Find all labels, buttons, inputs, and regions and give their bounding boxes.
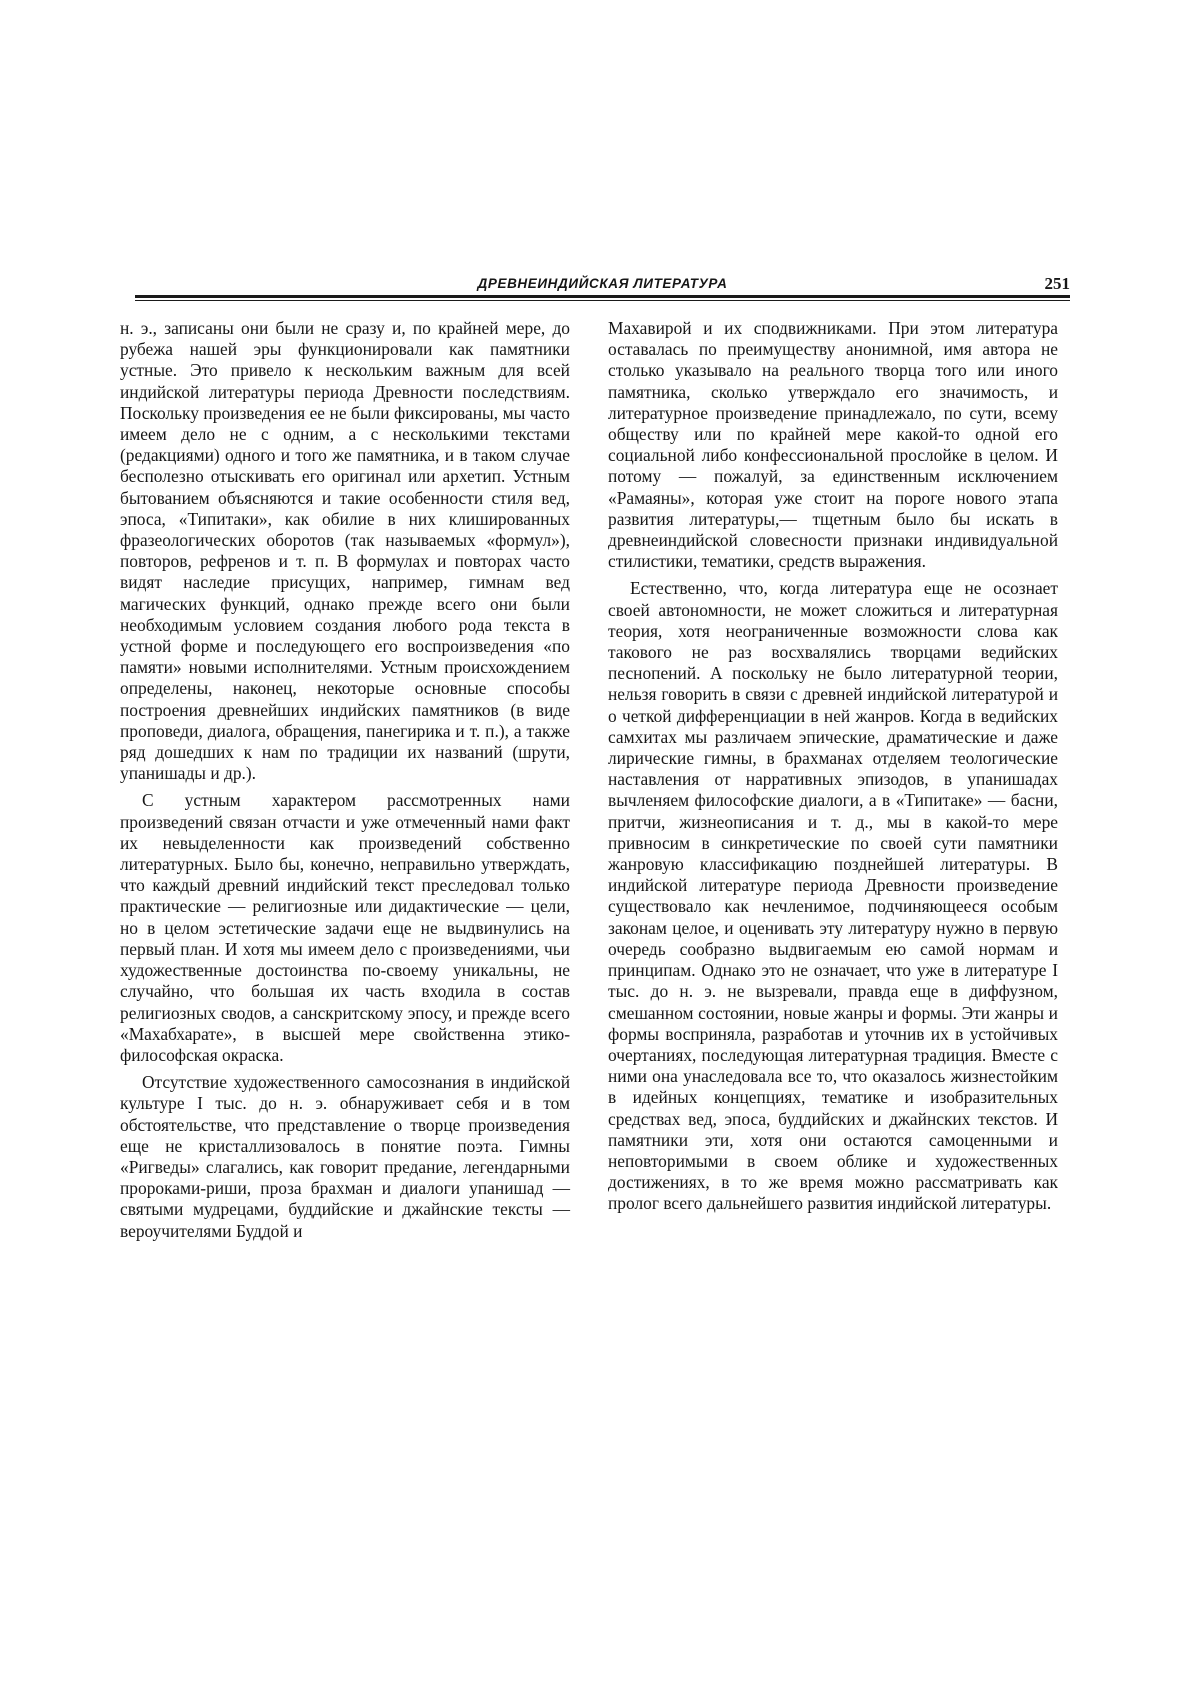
header-rule-thick — [135, 295, 1070, 298]
paragraph-literary-theory: Естественно, что, когда литература еще не осознает своей автономности, не может сложиться и литературная теория, хотя неограниченные возможности слова как такового не раз восхвалялись творцами ведийских песнопений. А поскольку не было литературной теории, нельзя говорить в связи с древней индийской литературой и о четкой дифференциации в ней жанров. Когда в ведийских самхитах мы различаем эпические, драматические и даже лирические гимны, в брахманах отделяем теологические наставления от нарративных эпизодов, в упанишадах вычленяем философские диалоги, а в «Типитаке» — басни, притчи, жизнеописания и т. д., мы в какой-то мере привносим в синкретические по своей сути памятники жанровую классификацию позднейшей литературы. В индийской литературе периода Древности произведение существовало как нечленимое, подчиняющееся особым законам целое, и оценивать эту литературу нужно в первую очередь сообразно выдвигаемым ею самой нормам и принципам. Однако это не означает, что уже в литературе I тыс. до н. э. не вызревали, правда еще в диффузном, смешанном состоянии, новые жанры и формы. Эти жанры и формы восприняла, разработав и уточнив их в устойчивых очертаниях, последующая литературная традиция. Вместе с ними она унаследовала все то, что оказалось жизнестойким в идейных концепциях, тематике и изобразительных средствах вед, эпоса, буддийских и джайнских текстов. И памятники эти, хотя они остаются самоценными и неповторимыми в своем облике и художественных достижениях, в то же время можно рассматривать как пролог всего дальнейшего развития индийской литературы. — [608, 578, 1058, 1214]
paragraph-anonymity: Махавирой и их сподвижниками. При этом литература оставалась по преимуществу анонимной, имя автора не столько указывало на реального творца того или иного памятника, сколько утверждало его значимость, и литературное произведение принадлежало, по сути, всему обществу или по крайней мере какой-то одной его социальной либо конфессиональной прослойке в целом. И потому — пожалуй, за единственным исключением «Рамаяны», которая уже стоит на пороге нового этапа развития литературы,— тщетным было бы искать в древнеиндийской словесности признаки индивидуальной стилистики, тематики, средств выражения. — [608, 318, 1058, 572]
paragraph-continuation: н. э., записаны они были не сразу и, по крайней мере, до рубежа нашей эры функционировали как памятники устные. Это привело к нескольким важным для всей индийской литературы периода Древности последствиям. Поскольку произведения ее не были фиксированы, мы часто имеем дело не с одним, а с несколькими текстами (редакциями) одного и того же памятника, и в таком случае бесполезно отыскивать его оригинал или архетип. Устным бытованием объясняются и такие особенности стиля вед, эпоса, «Типитаки», как обилие в них клишированных фразеологических оборотов (так называемых «формул»), повторов, рефренов и т. п. В формулах и повторах часто видят наследие присущих, например, гимнам вед магических функций, однако прежде всего они были необходимым условием создания любого рода текста в устной форме и последующего его воспроизведения «по памяти» новыми исполнителями. Устным происхождением определены, наконец, некоторые основные способы построения древнейших индийских памятников (в виде проповеди, диалога, обращения, панегирика и т. п.), а также ряд дошедших к нам по традиции их названий (шрути, упанишады и др.). — [120, 318, 570, 784]
header-rule-thin — [135, 300, 1070, 301]
right-column — [608, 318, 1058, 1215]
page-number: 251 — [1044, 274, 1070, 293]
paragraph-self-awareness: Отсутствие художественного самосознания в индийской культуре I тыс. до н. э. обнаруживает себя и в том обстоятельстве, что представление о творце произведения еще не кристаллизовалось в понятие поэта. Гимны «Ригведы» слагались, как говорит предание, легендарными пророками-риши, проза брахман и диалоги упанишад — святыми мудрецами, буддийские и джайнские тексты — вероучителями Буддой и — [120, 1072, 570, 1241]
left-column — [120, 318, 570, 1242]
paragraph-oral-character: С устным характером рассмотренных нами произведений связан отчасти и уже отмеченный нами факт их невыделенности как произведений собственно литературных. Было бы, конечно, неправильно утверждать, что каждый древний индийский текст преследовал только практические — религиозные или дидактические — цели, но в целом эстетические задачи еще не выдвинулись на первый план. И хотя мы имеем дело с произведениями, чьи художественные достоинства по-своему уникальны, не случайно, что большая их часть входила в состав религиозных сводов, а санскритскому эпосу, и прежде всего «Махабхарате», в высшей мере свойственна этико-философская окраска. — [120, 790, 570, 1065]
running-title: ДРЕВНЕИНДИЙСКАЯ ЛИТЕРАТУРА — [477, 276, 728, 291]
